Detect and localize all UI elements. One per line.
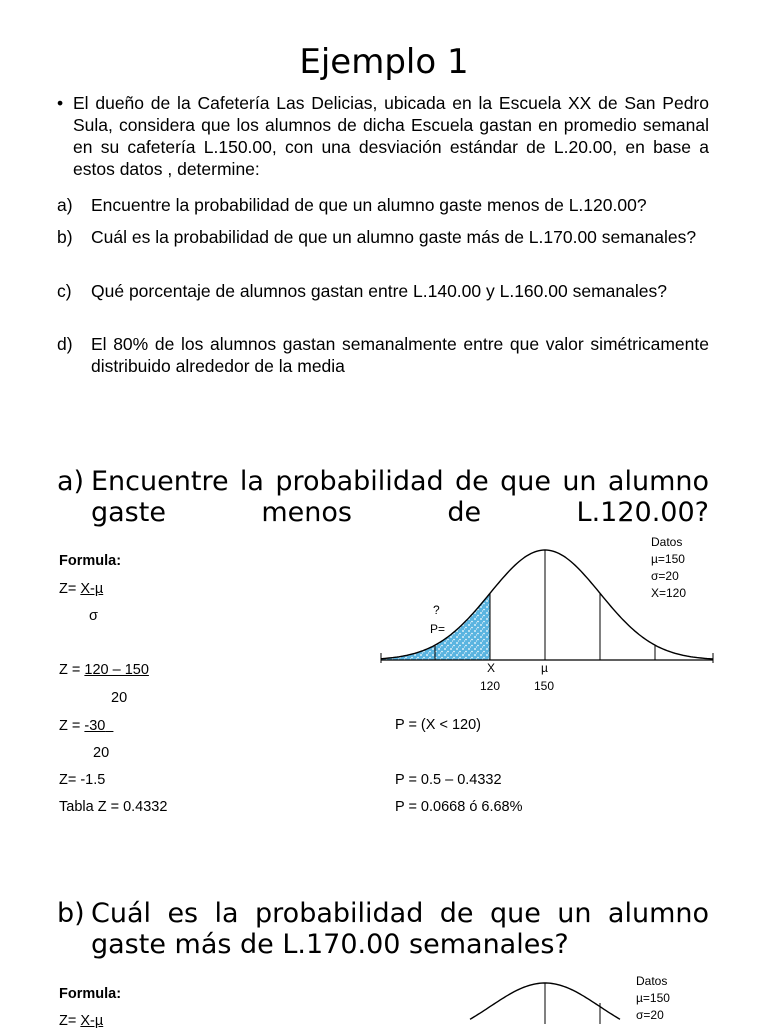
table-value: Tabla Z = 0.4332 (59, 799, 168, 815)
z-numerator: X-µ (80, 581, 104, 597)
z-numerator: -30 (84, 718, 106, 734)
z-denominator: 20 (93, 745, 110, 761)
problem-text: El dueño de la Cafetería Las Delicias, ubicada en la Escuela XX de San Pedro Sula, considera que los alumnos de dicha Escuela gastan en promedio semanal en su cafetería L.150.00, con una desviación estándar de L.20.00, en base a estos datos , determine: (73, 93, 709, 179)
section-heading-text: Encuentre la probabilidad de que un alumno gaste menos de L.120.00? (91, 466, 709, 528)
section-b-heading (57, 898, 709, 960)
datos-box-b (636, 973, 670, 1024)
z-numerator: 120 – 150 (84, 662, 149, 678)
probability-definition: P = (X < 120) (395, 717, 481, 733)
z-prefix: Z= (59, 581, 81, 597)
mu-value: 150 (534, 679, 555, 693)
z-denominator: σ (89, 608, 98, 624)
x-value: 120 (480, 679, 501, 693)
normal-curve (381, 550, 713, 659)
z-formula (59, 1012, 103, 1030)
datos-mean: µ=150 (636, 991, 670, 1005)
datos-x: X=120 (651, 586, 687, 600)
z-prefix: Z = (59, 718, 85, 734)
z-numerator: X-µ (80, 1013, 104, 1029)
section-label: a) (57, 466, 85, 497)
z-prefix: Z = (59, 662, 85, 678)
datos-mean: µ=150 (651, 552, 685, 566)
page-title: Ejemplo 1 (299, 42, 469, 82)
x-symbol: X (487, 661, 496, 675)
question-text: Cuál es la probabilidad de que un alumno gaste más de L.170.00 semanales? (91, 227, 697, 247)
question-label: d) (57, 334, 73, 354)
datos-title: Datos (651, 535, 683, 549)
question-text: El 80% de los alumnos gastan semanalmente entre que valor simétricamente distribuido alrededor de la media (91, 334, 709, 376)
z-denominator: 20 (111, 690, 128, 706)
section-label: b) (57, 898, 85, 929)
formula-label: Formula: (59, 553, 122, 569)
datos-title: Datos (636, 974, 668, 988)
mu-symbol: µ (541, 661, 548, 675)
datos-sd: σ=20 (651, 569, 679, 583)
question-label: a) (57, 195, 73, 215)
z-prefix: Z= (59, 1013, 81, 1029)
p-label: P= (430, 622, 446, 636)
formula-label: Formula: (59, 986, 122, 1002)
question-text: Qué porcentaje de alumnos gastan entre L.140.00 y L.160.00 semanales? (91, 281, 667, 301)
question-mark: ? (433, 603, 440, 617)
section-heading-text: Cuál es la probabilidad de que un alumno gaste más de L.170.00 semanales? (91, 898, 709, 960)
probability-step: P = 0.5 – 0.4332 (395, 772, 502, 788)
question-text: Encuentre la probabilidad de que un alumno gaste menos de L.120.00? (91, 195, 647, 215)
z-result: Z= -1.5 (59, 772, 106, 788)
probability-result: P = 0.0668 ó 6.68% (395, 799, 523, 815)
datos-sd: σ=20 (636, 1008, 664, 1022)
question-label: b) (57, 227, 73, 247)
question-label: c) (57, 281, 72, 301)
bullet: • (57, 93, 64, 113)
